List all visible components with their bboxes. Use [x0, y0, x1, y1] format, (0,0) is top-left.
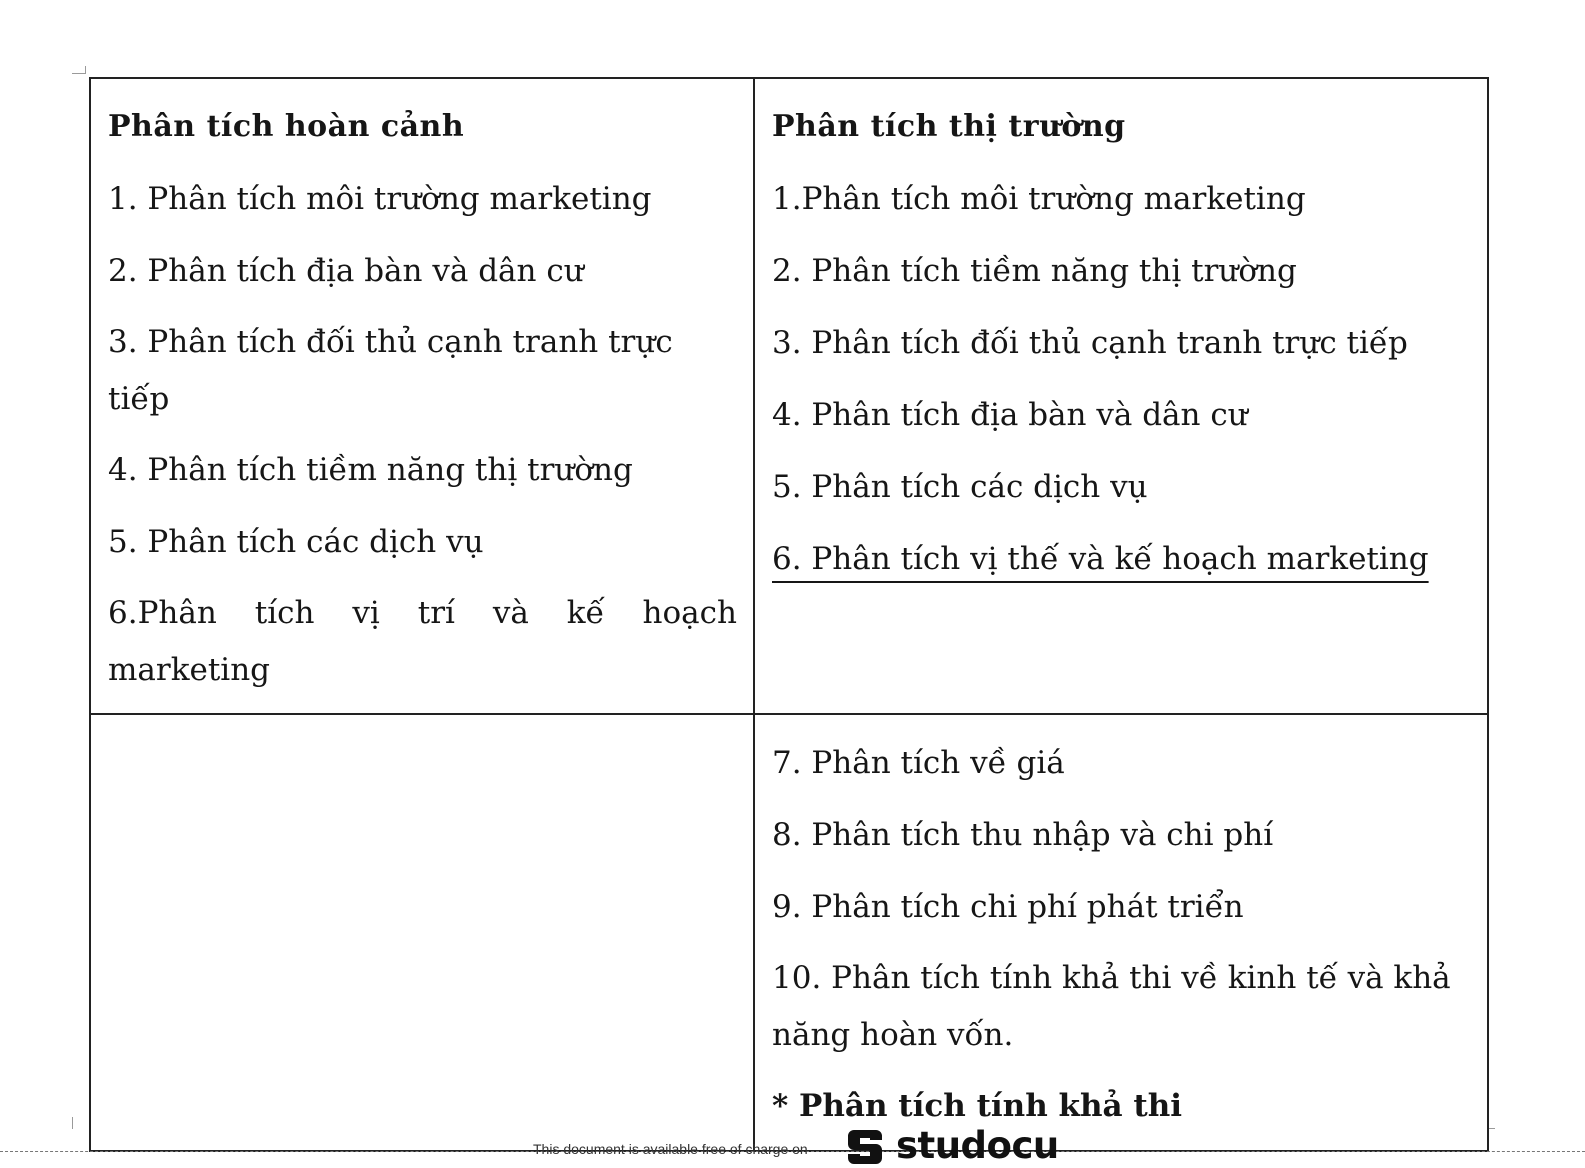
empty-cell — [90, 714, 754, 1151]
studocu-wordmark: studocu — [896, 1124, 1059, 1167]
right-list-item: 3. Phân tích đối thủ cạnh tranh trực tiếp — [772, 325, 1408, 361]
right-column-heading: Phân tích thị trường — [772, 109, 1126, 144]
right-list-item: 7. Phân tích về giá — [772, 745, 1065, 781]
left-column-cell — [90, 78, 754, 714]
studocu-logo-icon — [846, 1124, 886, 1164]
crop-mark-top-left-h — [72, 73, 86, 74]
left-list-item: 1. Phân tích môi trường marketing — [108, 181, 652, 217]
left-list-item: 4. Phân tích tiềm năng thị trường — [108, 452, 633, 488]
left-list-item: 2. Phân tích địa bàn và dân cư — [108, 253, 584, 289]
right-column-cell — [754, 78, 1488, 714]
left-list-item: 6.Phân tích vị trí và kế hoạch marketing — [108, 595, 737, 688]
right-list-item: 6. Phân tích vị thế và kế hoạch marketing — [772, 541, 1429, 577]
right-list-item: 1.Phân tích môi trường marketing — [772, 181, 1306, 217]
footer-note: This document is available free of charge on — [533, 1141, 808, 1157]
left-list-item: 3. Phân tích đối thủ cạnh tranh trực tiếp — [108, 324, 673, 417]
studocu-brand-link[interactable] — [846, 1124, 1059, 1167]
comparison-table — [89, 77, 1489, 1152]
right-list-item: 8. Phân tích thu nhập và chi phí — [772, 817, 1274, 853]
right-list-item: 9. Phân tích chi phí phát triển — [772, 889, 1244, 925]
left-list-item: 5. Phân tích các dịch vụ — [108, 524, 484, 560]
table-row — [90, 714, 1488, 1151]
right-list-item: 2. Phân tích tiềm năng thị trường — [772, 253, 1297, 289]
right-list-item: 4. Phân tích địa bàn và dân cư — [772, 397, 1248, 433]
crop-mark-top-left-v — [85, 66, 86, 74]
right-continued-cell — [754, 714, 1488, 1151]
feasibility-heading: * Phân tích tính khả thi — [772, 1088, 1183, 1124]
left-column-heading: Phân tích hoàn cảnh — [108, 109, 465, 144]
right-list-item: 5. Phân tích các dịch vụ — [772, 469, 1148, 505]
right-list-item: 10. Phân tích tính khả thi về kinh tế và khả năng hoàn vốn. — [772, 960, 1451, 1053]
crop-mark-bottom-left — [72, 1117, 73, 1129]
table-row — [90, 78, 1488, 714]
